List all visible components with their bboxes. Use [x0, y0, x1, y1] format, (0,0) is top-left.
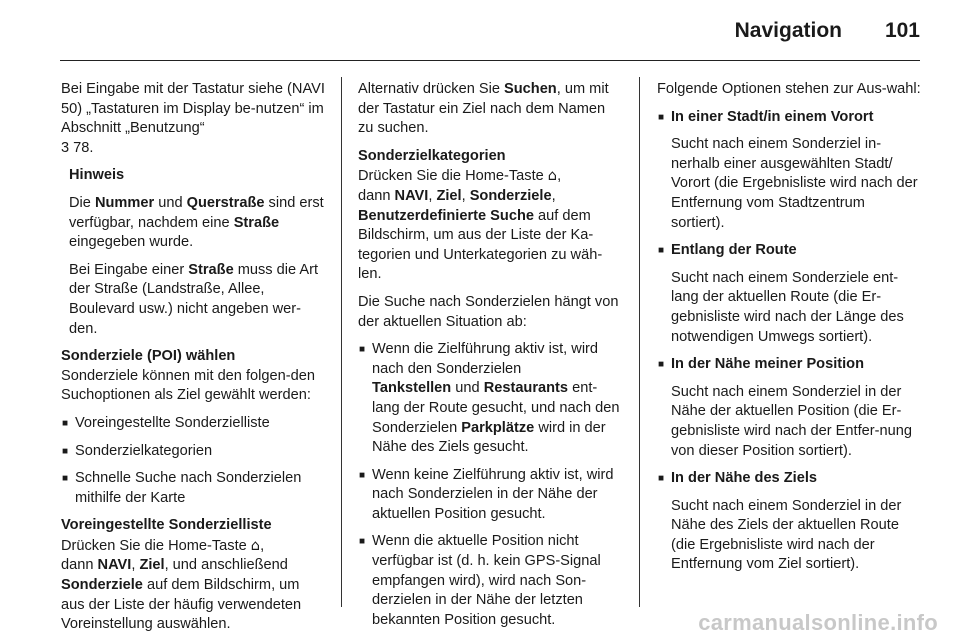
option-text: Sucht nach einem Sonderziele ent-lang der aktuellen Route (die Er-gebnisliste wird nach der Länge des notwendigen Umwegs sortiert). — [671, 269, 904, 345]
poi-heading: Sonderziele (POI) wählen — [61, 348, 236, 365]
option-text: Sucht nach einem Sonderziel in der Nähe der aktuellen Position (die Er-gebnisliste wird nach der Entfer-nung von dieser Position sortiert). — [671, 383, 912, 459]
option-title: ■ In der Nähe des Ziels — [671, 470, 817, 487]
intro-paragraph: Bei Eingabe mit der Tastatur siehe (NAVI 50) „Tastaturen im Display be-nutzen“ im Abschnitt „Benutzung“ 3 78. — [61, 81, 325, 156]
column-divider-2 — [639, 77, 640, 607]
page-number: 101 — [884, 19, 920, 42]
column-divider-1 — [341, 77, 342, 607]
options-intro: Folgende Optionen stehen zur Aus-wahl: — [657, 81, 921, 97]
page-reference: 3 78. — [61, 139, 94, 156]
note-box — [61, 166, 326, 339]
list-item: ■ Voreingestellte Sonderzielliste — [61, 414, 326, 434]
page-header — [0, 0, 960, 60]
note-text-1: Die Nummer und Querstraße sind erst verfügbar, nachdem eine Straße eingegeben wurde. — [69, 194, 324, 251]
list-item: ■ Wenn die Zielführung aktiv ist, wird nach den Sonderzielen Tankstellen und Restaurants ent-lang der Route gesucht, und nach den Sonderzielen Parkplätze wird in der Nähe des Ziels gesucht. — [358, 340, 624, 458]
alt-paragraph: Alternativ drücken Sie Suchen, um mit der Tastatur ein Ziel nach dem Namen zu suchen. — [358, 81, 609, 137]
home-icon: ⌂ — [547, 167, 558, 185]
preset-heading: Voreingestellte Sonderzielliste — [61, 517, 272, 534]
category-text: Drücken Sie die Home-Taste ⌂, dann NAVI, Ziel, Sonderziele, Benutzerdefinierte Suche auf dem Bildschirm, um aus der Liste der Ka-tegorien und Unterkategorien zu wäh-len. — [358, 167, 603, 283]
list-item: ■ Wenn die aktuelle Position nicht verfügbar ist (d. h. kein GPS-Signal empfangen wird), wird nach Son-derzielen in der Nähe der letzten bekannten Position gesucht. — [358, 532, 624, 630]
list-item — [657, 241, 921, 347]
note-text-2: Bei Eingabe einer Straße muss die Art der Straße (Landstraße, Allee, Boulevard usw.) nicht angeben wer-den. — [69, 261, 319, 337]
option-text: Sucht nach einem Sonderziel in der Nähe des Ziels der aktuellen Route (die Ergebnisliste wird nach der Entfernung vom Ziel sortiert). — [671, 497, 902, 573]
list-item: ■ Sonderzielkategorien — [61, 442, 326, 462]
list-item: ■ Wenn keine Zielführung aktiv ist, wird nach Sonderzielen in der Nähe der aktuellen Position gesucht. — [358, 466, 624, 525]
header-rule — [60, 60, 920, 61]
watermark: carmanualsonline.info — [698, 610, 938, 635]
home-icon: ⌂ — [250, 536, 261, 554]
list-item — [657, 355, 921, 461]
option-title: ■ In der Nähe meiner Position — [671, 356, 865, 373]
option-title: ■ In einer Stadt/in einem Vorort — [671, 108, 874, 125]
list-item: ■ Schnelle Suche nach Sonderzielen mithilfe der Karte — [61, 469, 326, 508]
list-item — [657, 469, 921, 575]
column-3 — [657, 80, 921, 583]
preset-text: Drücken Sie die Home-Taste ⌂, dann NAVI, Ziel, und anschließend Sonderziele auf dem Bildschirm, um aus der Liste der häufig verwendeten Voreinstellung auswählen. — [61, 536, 302, 633]
note-label: Hinweis — [69, 167, 125, 184]
list-item — [657, 108, 921, 234]
search-text: Die Suche nach Sonderzielen hängt von der aktuellen Situation ab: — [358, 293, 619, 330]
category-heading: Sonderzielkategorien — [358, 147, 506, 164]
column-1 — [61, 80, 326, 643]
poi-text: Sonderziele können mit den folgen-den Suchoptionen als Ziel gewählt werden: — [61, 367, 315, 404]
column-2 — [358, 80, 624, 638]
section-title: Navigation — [734, 19, 842, 42]
option-text: Sucht nach einem Sonderziel in-nerhalb einer ausgewählten Stadt/ Vorort (die Ergebnisliste wird nach der Entfernung vom Stadtzentrum sortiert). — [671, 136, 918, 231]
option-title: ■ Entlang der Route — [671, 242, 797, 259]
